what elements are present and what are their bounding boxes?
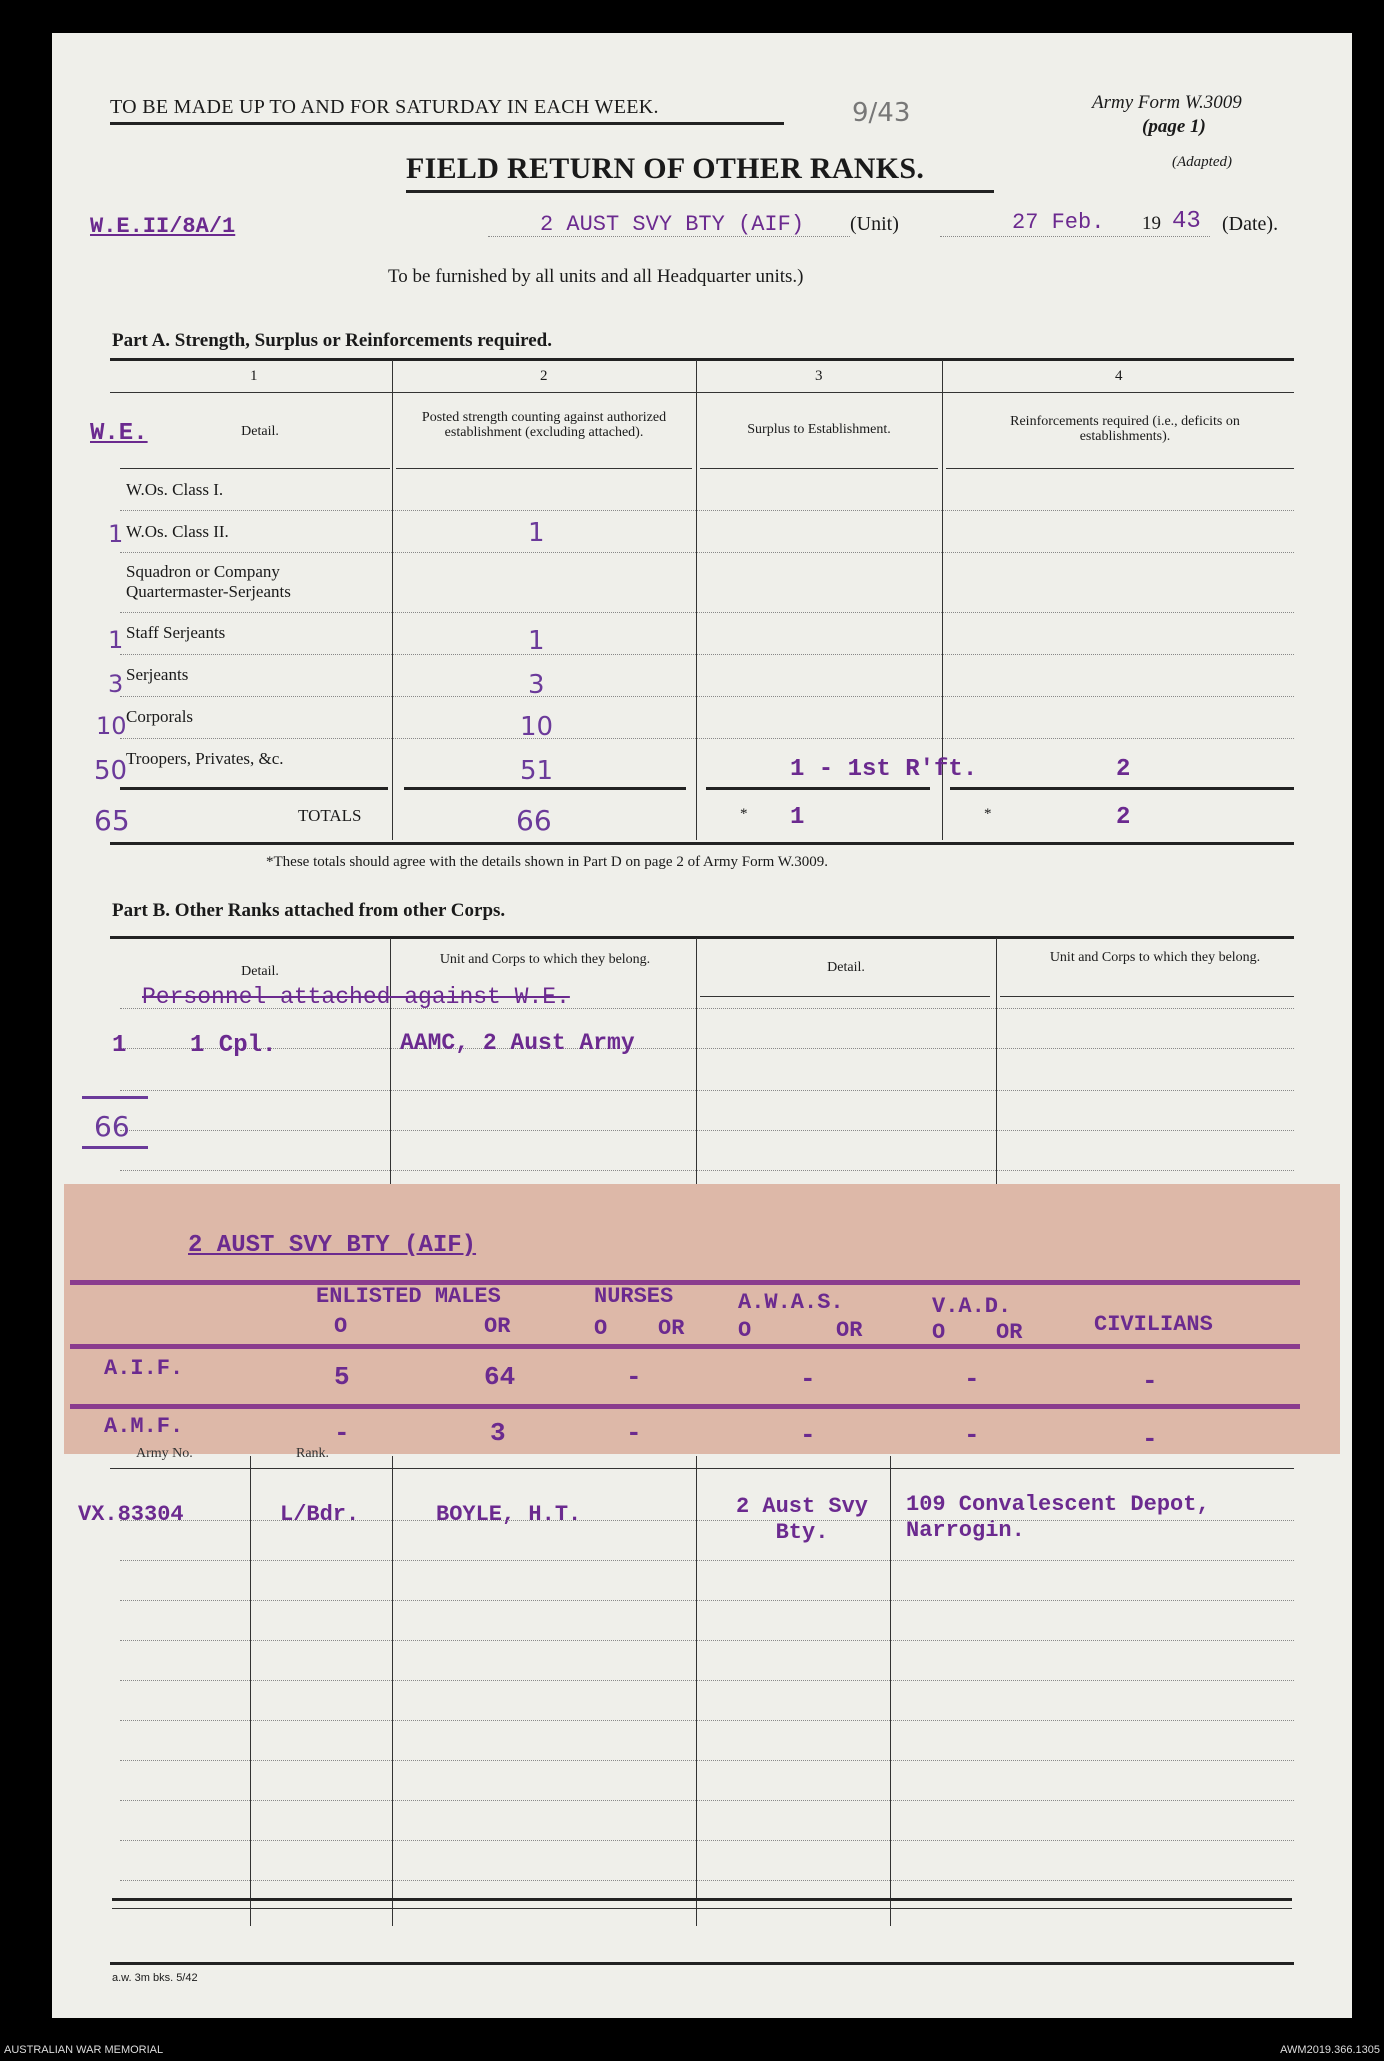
subtitle: To be furnished by all units and all Headquarter units.) (388, 266, 804, 287)
slip-row-aif-nurses: - (626, 1362, 642, 1392)
row-label-cpl: Corporals (126, 707, 194, 726)
totals-label: TOTALS (298, 806, 362, 825)
col-number-4: 4 (1115, 368, 1123, 384)
slip-sub-o-1: O (334, 1314, 348, 1339)
we-count-cpl: 10 (96, 712, 127, 740)
slip-row-aif-civ: - (1142, 1366, 1158, 1396)
reinf-troopers: 2 (1116, 756, 1131, 783)
surplus-troopers: 1 - 1st R'ft. (790, 756, 978, 783)
posted-wo2: 1 (528, 518, 545, 548)
slip-sub-or-3: OR (836, 1318, 863, 1343)
slip-sub-or-4: OR (996, 1320, 1023, 1345)
slip-row-aif-o: 5 (334, 1362, 350, 1392)
footer-accession: AWM2019.366.1305 (1280, 2044, 1380, 2056)
date-value: 27 Feb. (1012, 210, 1105, 235)
posted-troopers: 51 (520, 756, 554, 786)
form-name: Army Form W.3009 (1092, 92, 1242, 113)
adapted-label: (Adapted) (1172, 154, 1232, 170)
surplus-header: Surplus to Establishment. (747, 422, 891, 437)
row-label-troopers: Troopers, Privates, &c. (126, 749, 284, 768)
we-total: 65 (94, 804, 130, 837)
slip-row-amf-awas: - (800, 1420, 816, 1450)
we-count-wo2: 1 (108, 520, 124, 548)
slip-header-nurses: NURSES (594, 1284, 674, 1309)
posted-strength-header: Posted strength counting against authorized establishment (excluding attached). (421, 410, 667, 440)
date-year-prefix: 19 (1142, 213, 1161, 234)
total-mark-surplus: * (740, 806, 748, 822)
slip-sub-or-2: OR (658, 1316, 685, 1341)
page-title: FIELD RETURN OF OTHER RANKS. (406, 152, 925, 185)
part-b-detail-header: Detail. (241, 964, 279, 979)
slip-row-aif-label: A.I.F. (104, 1356, 184, 1381)
attached-grand-total: 66 (94, 1110, 130, 1143)
col-number-2: 2 (540, 368, 548, 384)
slip-sub-o-2: O (594, 1316, 608, 1341)
we-reference: W.E.II/8A/1 (90, 214, 236, 239)
entry-army-no: VX.83304 (78, 1502, 184, 1527)
slip-row-amf-nurses: - (626, 1418, 642, 1448)
army-no-header: Army No. (136, 1446, 193, 1461)
unit-label: (Unit) (850, 213, 899, 235)
date-year: 43 (1172, 208, 1201, 235)
detail-header: Detail. (241, 424, 279, 439)
slip-row-amf-o: - (334, 1418, 350, 1448)
row-label-wo2: W.Os. Class II. (126, 522, 229, 541)
footer-institution: AUSTRALIAN WAR MEMORIAL (4, 2044, 164, 2056)
row-label-wo1: W.Os. Class I. (126, 480, 224, 499)
entry-name: BOYLE, H.T. (436, 1502, 582, 1527)
slip-row-amf-label: A.M.F. (104, 1414, 184, 1439)
part-b-unit2-header: Unit and Corps to which they belong. (1049, 950, 1261, 965)
print-code: a.w. 3m bks. 5/42 (112, 1972, 198, 1984)
row-label-sjt: Serjeants (126, 665, 189, 684)
part-b-detail2-header: Detail. (827, 960, 865, 975)
slip-header-civilians: CIVILIANS (1094, 1312, 1213, 1337)
entry-location: 109 Convalescent Depot, Narrogin. (906, 1492, 1210, 1543)
part-b-heading: Part B. Other Ranks attached from other Corps. (112, 900, 506, 921)
part-a-heading: Part A. Strength, Surplus or Reinforcements required. (112, 330, 552, 351)
instruction-text: TO BE MADE UP TO AND FOR SATURDAY IN EACH WEEK. (110, 96, 659, 118)
slip-header-awas: A.W.A.S. (738, 1290, 844, 1315)
entry-unit: 2 Aust Svy Bty. (735, 1494, 869, 1545)
part-a-footnote: *These totals should agree with the details shown in Part D on page 2 of Army Form W.3009. (266, 854, 829, 870)
slip-row-aif-vad: - (964, 1364, 980, 1394)
we-column-label: W.E. (90, 420, 148, 447)
unit-value: 2 AUST SVY BTY (AIF) (540, 212, 805, 237)
we-count-staff-sjt: 1 (108, 626, 124, 654)
posted-sjt: 3 (528, 670, 545, 700)
col-number-1: 1 (250, 368, 258, 384)
reinforcements-header: Reinforcements required (i.e., deficits on establishments). (1010, 414, 1240, 444)
slip-header-enlisted: ENLISTED MALES (316, 1284, 501, 1309)
total-mark-reinf: * (984, 806, 992, 822)
attached-unit: AAMC, 2 Aust Army (400, 1030, 635, 1056)
slip-title: 2 AUST SVY BTY (AIF) (188, 1232, 477, 1259)
entry-rank: L/Bdr. (280, 1502, 360, 1527)
posted-cpl: 10 (520, 712, 554, 742)
slip-row-amf-civ: - (1142, 1424, 1158, 1454)
rank-header: Rank. (296, 1446, 330, 1461)
attached-rank: 1 Cpl. (190, 1032, 277, 1059)
date-label: (Date). (1222, 213, 1279, 235)
page-number: (page 1) (1142, 116, 1206, 137)
row-label-cqms: Squadron or Company Quartermaster-Serjeants (126, 562, 291, 601)
personnel-attached-line: Personnel attached against W.E. (142, 984, 570, 1010)
slip-header-vad: V.A.D. (932, 1294, 1012, 1319)
part-b-unit-header: Unit and Corps to which they belong. (439, 952, 651, 967)
attached-count: 1 (112, 1032, 127, 1059)
slip-row-aif-awas: - (800, 1364, 816, 1394)
posted-total: 66 (516, 804, 552, 837)
we-count-troopers: 50 (94, 756, 128, 786)
posted-staff-sjt: 1 (528, 626, 545, 656)
col-number-3: 3 (815, 368, 823, 384)
handwritten-ref: 9/43 (852, 98, 911, 128)
row-label-staff-sjt: Staff Serjeants (126, 623, 226, 642)
reinf-total: 2 (1116, 804, 1131, 831)
slip-row-amf-or: 3 (490, 1418, 506, 1448)
slip-sub-o-4: O (932, 1320, 946, 1345)
slip-row-aif-or: 64 (484, 1362, 516, 1392)
surplus-total: 1 (790, 804, 805, 831)
slip-sub-o-3: O (738, 1318, 752, 1343)
slip-row-amf-vad: - (964, 1420, 980, 1450)
we-count-sjt: 3 (108, 670, 124, 698)
slip-sub-or-1: OR (484, 1314, 511, 1339)
